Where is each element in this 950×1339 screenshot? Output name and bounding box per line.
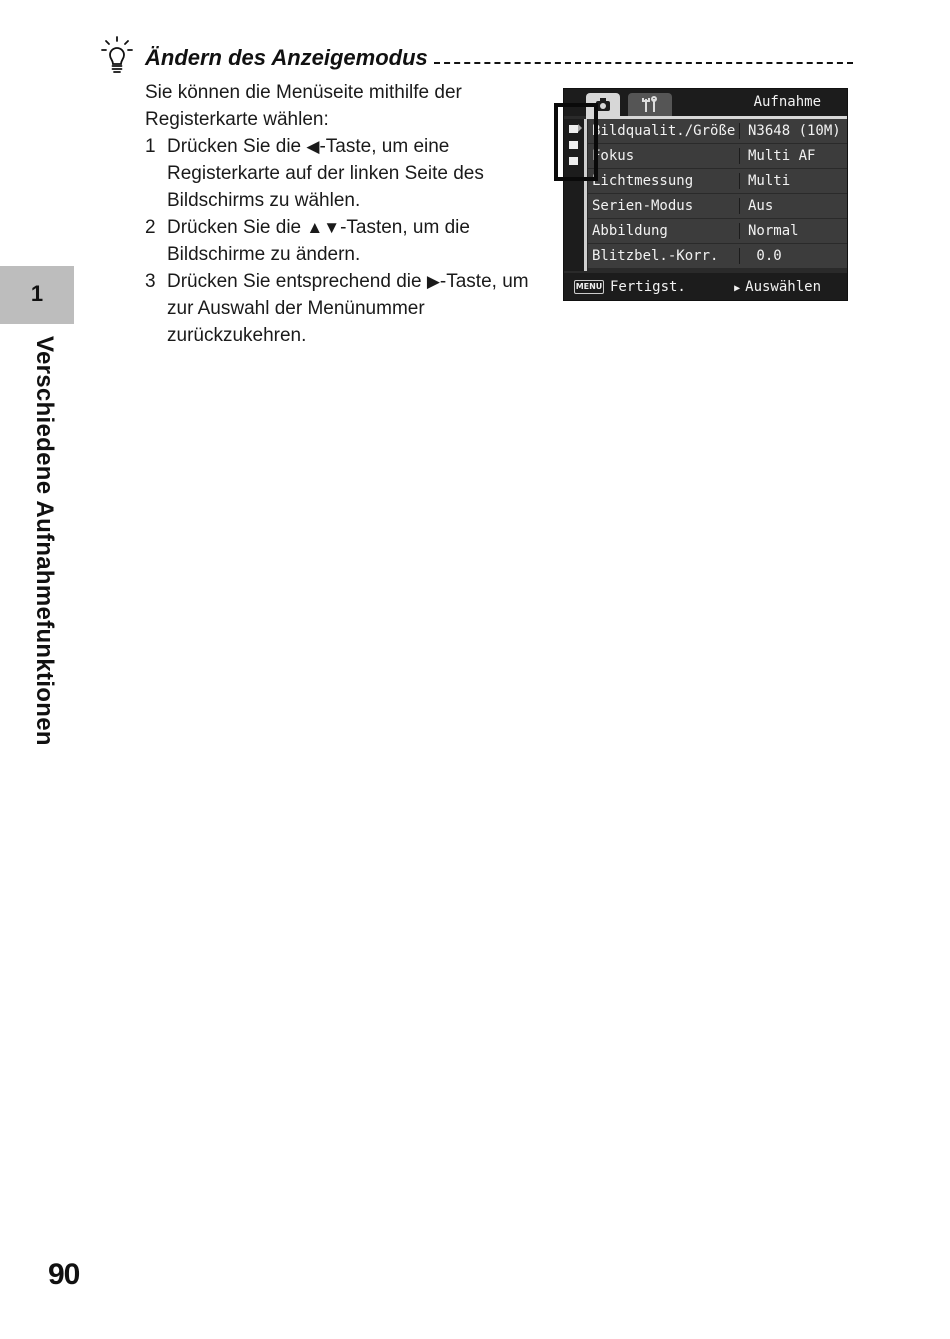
step-number: 2 (145, 217, 156, 238)
tab-setup (628, 93, 672, 116)
menu-row-label: Lichtmessung (592, 173, 694, 189)
step-text-pre: Drücken Sie die (167, 217, 307, 238)
menu-row (588, 144, 847, 168)
menu-row-label: Serien-Modus (592, 198, 694, 214)
step-text-post: -Taste, um zur Auswahl der Menünummer zurückzukehren. (167, 271, 529, 346)
chapter-number: 1 (30, 281, 44, 306)
right-arrow-key-icon: ▶ (426, 272, 440, 291)
menu-row-value: Multi (739, 173, 847, 189)
highlight-frame (554, 103, 598, 181)
heading-title: Ändern des Anzeigemodus (145, 45, 428, 70)
menu-button-icon: MENU (574, 280, 604, 294)
wrench-icon (628, 93, 672, 116)
step-item (145, 133, 535, 214)
left-arrow-key-icon: ◀ (306, 137, 320, 156)
step-number: 3 (145, 271, 156, 292)
heading-dashed-rule (434, 62, 853, 64)
menu-row (588, 219, 847, 243)
steps-list (145, 133, 535, 349)
intro-paragraph: Sie können die Menüseite mithilfe der Registerkarte wählen: (145, 82, 462, 130)
menu-list (588, 119, 847, 269)
menu-row-label: Blitzbel.-Korr. (592, 248, 719, 264)
menu-header-title: Aufnahme (753, 94, 821, 110)
menu-row-value: N3648 (10M) (739, 123, 847, 139)
footer-done-label: Fertigst. (610, 278, 686, 295)
step-item (145, 214, 535, 268)
menu-row (588, 169, 847, 193)
menu-tab-bar (564, 89, 847, 116)
menu-row-label: Abbildung (592, 223, 668, 239)
body-text (145, 79, 535, 349)
up-down-arrow-keys-icon: ▲▼ (306, 218, 341, 237)
section-heading (145, 45, 853, 75)
camera-menu-screenshot (563, 88, 848, 301)
menu-row-value: 0.0 (739, 248, 847, 264)
step-text-post: -Taste, um eine Registerkarte auf der linken Seite des Bildschirms zu wählen. (167, 136, 484, 211)
lightbulb-hint-icon (100, 35, 134, 75)
menu-row-value: Multi AF (739, 148, 847, 164)
menu-footer (564, 273, 847, 300)
menu-row-value: Aus (739, 198, 847, 214)
step-item (145, 268, 535, 349)
menu-row-label: Fokus (592, 148, 635, 164)
menu-row (588, 119, 847, 143)
step-text-post: -Tasten, um die Bildschirme zu ändern. (167, 217, 470, 265)
page-number: 90 (48, 1258, 80, 1291)
right-arrow-icon: ▶ (734, 282, 741, 294)
step-number: 1 (145, 136, 156, 157)
step-text-pre: Drücken Sie entsprechend die (167, 271, 427, 292)
footer-select-hint (734, 279, 821, 295)
menu-row (588, 244, 847, 268)
menu-row-label: Bildqualit./Größe (592, 123, 736, 139)
chapter-title: Verschiedene Aufnahmefunktionen (31, 336, 58, 746)
menu-row-value: Normal (739, 223, 847, 239)
menu-row (588, 194, 847, 218)
step-text-pre: Drücken Sie die (167, 136, 307, 157)
footer-select-label: Auswählen (745, 278, 821, 295)
